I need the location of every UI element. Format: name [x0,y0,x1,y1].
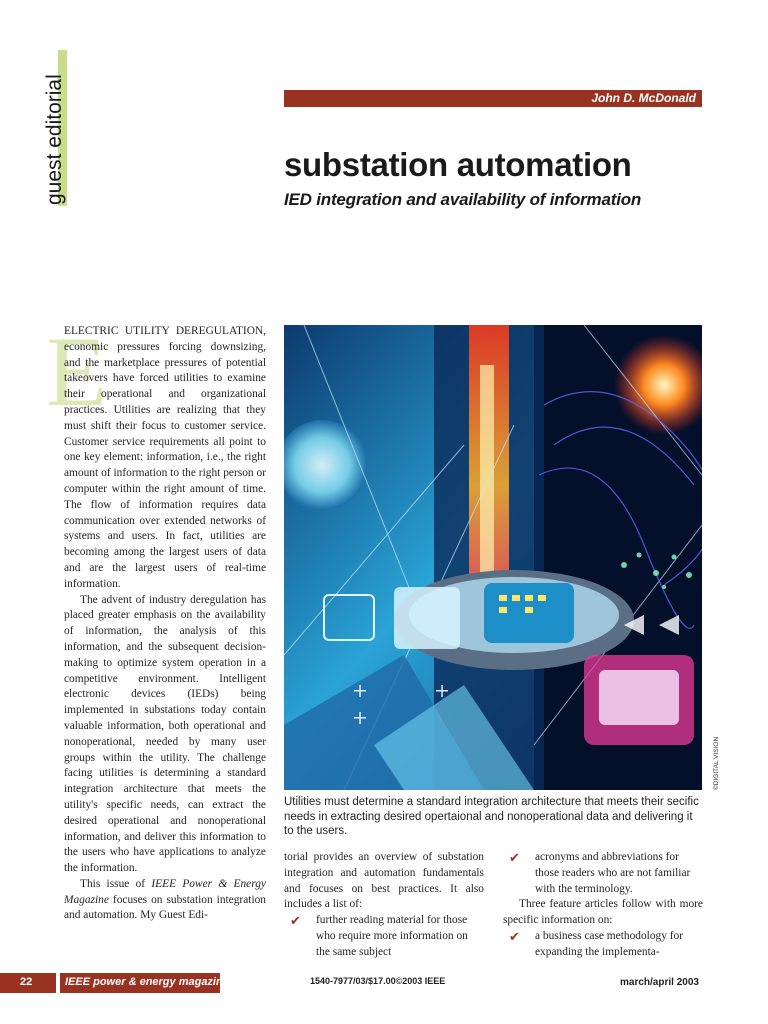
digital-illustration [284,325,702,790]
author-bar [284,90,702,107]
text-run: focuses on substation integration and automation. My Guest Edi- [64,893,266,922]
list-item-text: further reading material for those who require more information on the same subject [316,914,468,958]
checkmark-icon: ✔ [290,913,301,929]
checklist [503,850,703,897]
figure-caption: Utilities must determine a standard integration architecture that meets their secific needs in extracting desired opertaional and nonoperational data and delivering it to the users. [284,796,699,837]
magazine-name-italic: IEEE Power & Energy Magazine [64,877,266,906]
paragraph: The advent of industry deregulation has placed greater emphasis on the availability of information, the analysis of this information, and the subsequent decision-making to optimize system operation in a competitive environment. Intelligent electronic devices (IEDs) being implemented in substations today contain valuable information, both operational and nonoperational, needed by many user groups within the utility. The challenge facing utilities is determining a standard integration architecture that meets the utility's specific needs, can extract the desired operational and nonoperational information, and deliver this information to the users who have applications to analyze the information. [64,593,266,875]
checklist [284,913,484,960]
list-item-text: acronyms and abbreviations for those readers who are not familiar with the terminology. [535,851,691,895]
author-name: John D. McDonald [591,91,696,105]
article-title: substation automation [284,146,632,183]
list-item [284,913,484,960]
checklist [503,929,703,961]
list-item [503,929,703,961]
magazine-name: IEEE power & energy magazine [65,976,229,988]
drop-cap: E [46,316,108,427]
checkmark-icon: ✔ [509,928,520,944]
paragraph [64,877,266,924]
issue-date: march/april 2003 [620,977,699,988]
text-run: This issue of [80,877,152,890]
paragraph: Three feature articles follow with more specific information on: [503,898,703,927]
page-number: 22 [20,976,33,988]
text-column-2 [284,850,484,965]
checkmark-icon: ✔ [509,850,520,865]
list-item-text: a business case methodology for expanding the implementa- [535,929,684,958]
image-credit: ©DIGITAL VISION [713,736,720,790]
paragraph: ELECTRIC UTILITY DEREGULATION, economic pressures forcing downsizing, and the marketplace pressures of potential takeovers have forced utilities to examine their operational and organizational practices. Utilities are realizing that they must shift their focus to customer service. Customer service requirements all point to one key element: information, i.e., the right amount of information to the right person or computer within the right amount of time. The flow of information requires data communication over extended networks of systems and users. In fact, utilities are becoming among the largest users of data and are the largest users of real-time information. [64,325,266,590]
illustration-graphic [284,325,702,790]
list-item [503,850,703,897]
text-column-3 [503,850,703,965]
text-column-1 [64,324,266,964]
section-label: guest editorial [43,74,66,205]
issn-line: 1540-7977/03/$17.00©2003 IEEE [310,976,446,986]
article-subtitle: IED integration and availability of information [284,190,642,209]
paragraph: torial provides an overview of substation integration and automation fundamentals and focuses on best practices. It also includes a list of: [284,851,484,911]
